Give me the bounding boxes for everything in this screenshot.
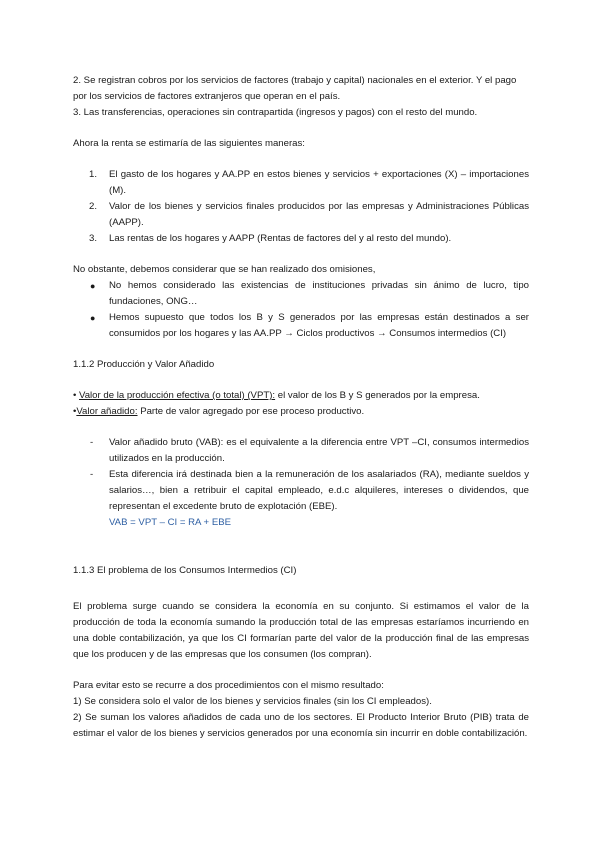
vpt-definition: • Valor de la producción efectiva (o total) (VPT): el valor de los B y S generados por la empresa. bbox=[73, 390, 480, 401]
section-112-title: 1.1.2 Producción y Valor Añadido bbox=[73, 359, 215, 370]
vpt-term: Valor de la producción efectiva (o total) (VPT): bbox=[79, 390, 276, 401]
dash-icon: - bbox=[90, 437, 94, 448]
section-113-title: 1.1.3 El problema de los Consumos Intermedios (CI) bbox=[73, 565, 297, 576]
list-item: - Valor añadido bruto (VAB): es el equivalente a la diferencia entre VPT –CI, consumos intermedios utilizados en la producción. bbox=[90, 437, 529, 464]
document-page bbox=[73, 73, 529, 742]
renta-intro: Ahora la renta se estimaría de las siguientes maneras: bbox=[73, 138, 305, 149]
renta-methods-list bbox=[73, 167, 529, 247]
vab-formula: VAB = VPT – CI = RA + EBE bbox=[109, 517, 232, 528]
list-item: 1. El gasto de los hogares y AA.PP en estos bienes y servicios + exportaciones (X) – importaciones (M). bbox=[89, 169, 529, 196]
list-item: ● Hemos supuesto que todos los B y S generados por las empresas están destinados a ser consumidos por los hogares y las AA.PP → Ciclos productivos → Consumos intermedios (CI) bbox=[90, 312, 529, 339]
list-item: 2. Valor de los bienes y servicios finales producidos por las empresas y Administraciones Públicas (AAPP). bbox=[89, 201, 529, 228]
dash-icon: - bbox=[90, 469, 94, 480]
va-term: Valor añadido: bbox=[76, 406, 138, 417]
bullet-icon: ● bbox=[90, 313, 96, 323]
va-details-list bbox=[73, 435, 529, 515]
procedures-intro: Para evitar esto se recurre a dos procedimientos con el mismo resultado: bbox=[73, 680, 384, 691]
omisiones-intro: No obstante, debemos considerar que se han realizado dos omisiones, bbox=[73, 264, 376, 275]
procedure-1: 1) Se considera solo el valor de los bienes y servicios finales (sin los CI empleados). bbox=[73, 696, 432, 707]
list-item: 3. Las rentas de los hogares y AAPP (Rentas de factores del y al resto del mundo). bbox=[89, 233, 452, 244]
va-definition: •Valor añadido: Parte de valor agregado por ese proceso productivo. bbox=[73, 406, 365, 417]
omisiones-list bbox=[73, 278, 529, 342]
intro-item-3: 3. Las transferencias, operaciones sin contrapartida (ingresos y pagos) con el resto del mundo. bbox=[73, 107, 478, 118]
intro-item-2: 2. Se registran cobros por los servicios de factores (trabajo y capital) nacionales en el exterior. Y el pago por los servicios de factores extranjeros que operan en el país. bbox=[73, 75, 517, 102]
list-item: - Esta diferencia irá destinada bien a la remuneración de los asalariados (RA), mediante sueldos y salarios…, bien a retribuir el capital empleado, e.d.c alquileres, intereses o dividendos, que representan el excedente bruto de explotación (EBE). bbox=[90, 469, 529, 512]
ci-problem-paragraph: El problema surge cuando se considera la economía en su conjunto. Si estimamos el valor de la producción de toda la economía sumando la producción total de las empresas estaríamos incurriendo en una doble contabilización, ya que los CI formarían parte del valor de la producción final de las empresas que los producen y de las empresas que los consumen (los compran). bbox=[73, 601, 529, 660]
bullet-icon: ● bbox=[90, 281, 96, 291]
list-item: ● No hemos considerado las existencias de instituciones privadas sin ánimo de lucro, tipo fundaciones, ONG… bbox=[90, 280, 529, 307]
procedure-2: 2) Se suman los valores añadidos de cada uno de los sectores. El Producto Interior Bruto (PIB) trata de estimar el valor de los bienes y servicios generados por una economía sin incurrir en doble contabilización. bbox=[73, 712, 529, 739]
